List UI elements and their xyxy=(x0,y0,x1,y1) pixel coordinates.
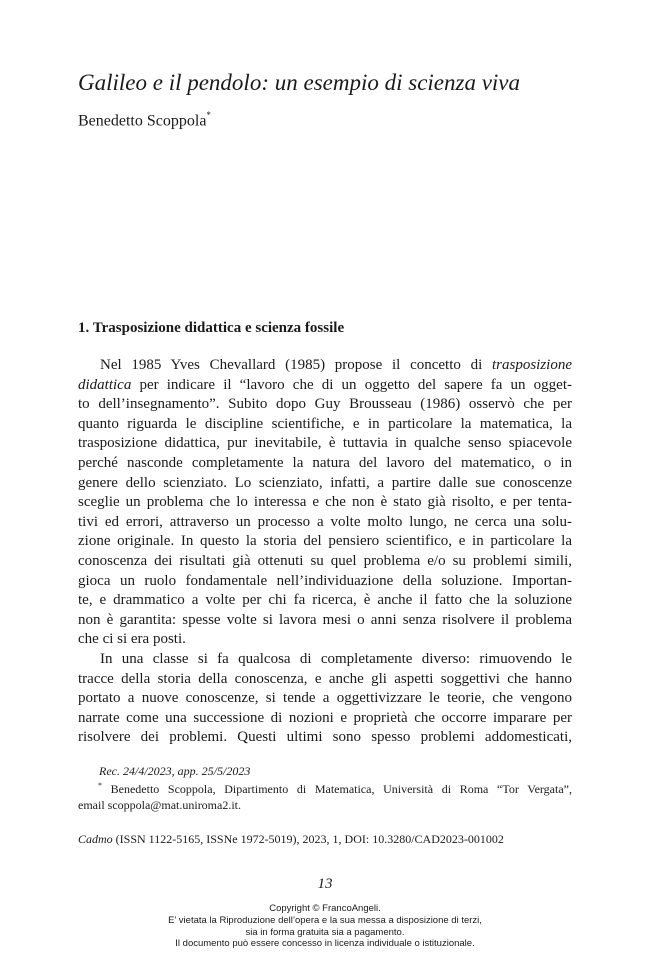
body-line: quanto riguarda le discipline scientifiche, e in particolare la matematica, la xyxy=(78,415,572,432)
body-line: narrate come una successione di nozioni e proprietà che occorre imparare per xyxy=(78,709,572,726)
body-line: tivi ed errori, attraverso un processo a volte molto lungo, ne cerca una solu- xyxy=(78,513,572,530)
footnote-affiliation xyxy=(78,781,572,797)
body-line: tracce della storia della conoscenza, e anche gli aspetti soggettivi che hanno xyxy=(78,670,572,687)
body-line: to dell’insegnamento”. Subito dopo Guy Brousseau (1986) osservò che per xyxy=(78,396,572,413)
article-title: Galileo e il pendolo: un esempio di scienza viva xyxy=(78,70,521,95)
body-line: In una classe si fa qualcosa di completamente diverso: rimuovendo le xyxy=(100,650,572,667)
body-line: te, e drammatico a volte per chi fa ricerca, è anche il fatto che la soluzione xyxy=(78,592,572,609)
body-line: portato a nuove conoscenze, si tende a oggettivizzare le teorie, che vengono xyxy=(78,690,572,707)
footnote-received-date: Rec. 24/4/2023, app. 25/5/2023 xyxy=(99,764,251,778)
page-number: 13 xyxy=(317,876,333,892)
body-line: conoscenza dei risultati già ottenuti su quel problema e/o su problemi simili, xyxy=(78,552,572,569)
footnote-email: email scoppola@mat.uniroma2.it. xyxy=(78,798,242,812)
body-line: sceglie un problema che lo interessa e che non è stato già risolto, e per tenta- xyxy=(78,494,572,511)
copyright-notice xyxy=(0,903,650,950)
body-line: genere dello scienziato. Lo scienziato, infatti, a partire dalle sue conoscenze xyxy=(78,474,572,491)
journal-name: Cadmo xyxy=(78,832,113,846)
author-name-text: Benedetto Scoppola xyxy=(78,112,207,130)
footnote-mark: * xyxy=(98,781,102,790)
journal-citation xyxy=(78,832,504,847)
section-heading: 1. Trasposizione didattica e scienza fossile xyxy=(78,320,345,336)
copyright-line: E’ vietata la Riproduzione dell’opera e la sua messa a disposizione di terzi, xyxy=(168,914,482,926)
body-text xyxy=(78,356,572,748)
copyright-line: sia in forma gratuita sia a pagamento. xyxy=(245,926,405,938)
body-line: perché nasconde completamente la natura del lavoro del matematico, o in xyxy=(78,454,572,471)
footnote-affiliation-text: Benedetto Scoppola, Dipartimento di Matematica, Università di Roma “Tor Vergata”, xyxy=(110,782,572,796)
body-line: risolvere dei problemi. Questi ultimi sono spesso problemi addomesticati, xyxy=(78,729,572,746)
copyright-line: Copyright © FrancoAngeli. xyxy=(269,903,381,914)
copyright-line: Il documento può essere concesso in licenza individuale o istituzionale. xyxy=(175,938,475,950)
body-line: Nel 1985 Yves Chevallard (1985) propose il concetto di trasposizione xyxy=(100,357,572,373)
body-line: che ci si era posti. xyxy=(78,631,186,648)
body-line: non è garantita: spesse volte si lavora mesi o anni senza risolvere il problema xyxy=(78,611,572,628)
body-line: gioca un ruolo fondamentale nell’individuazione della soluzione. Importan- xyxy=(78,572,572,589)
body-line: zione originale. In questo la storia del pensiero scientifico, e in particolare la xyxy=(78,533,572,550)
body-line: trasposizione didattica, pur inevitabile, è tuttavia in qualche senso spiacevole xyxy=(78,435,572,452)
body-line: didattica per indicare il “lavoro che di un oggetto del sapere fa un ogget- xyxy=(78,376,572,393)
author-footnote-mark: * xyxy=(206,110,211,120)
author-name xyxy=(78,111,211,130)
journal-citation-details: (ISSN 1122-5165, ISSNe 1972-5019), 2023, 1, DOI: 10.3280/CAD2023-001002 xyxy=(112,832,504,846)
